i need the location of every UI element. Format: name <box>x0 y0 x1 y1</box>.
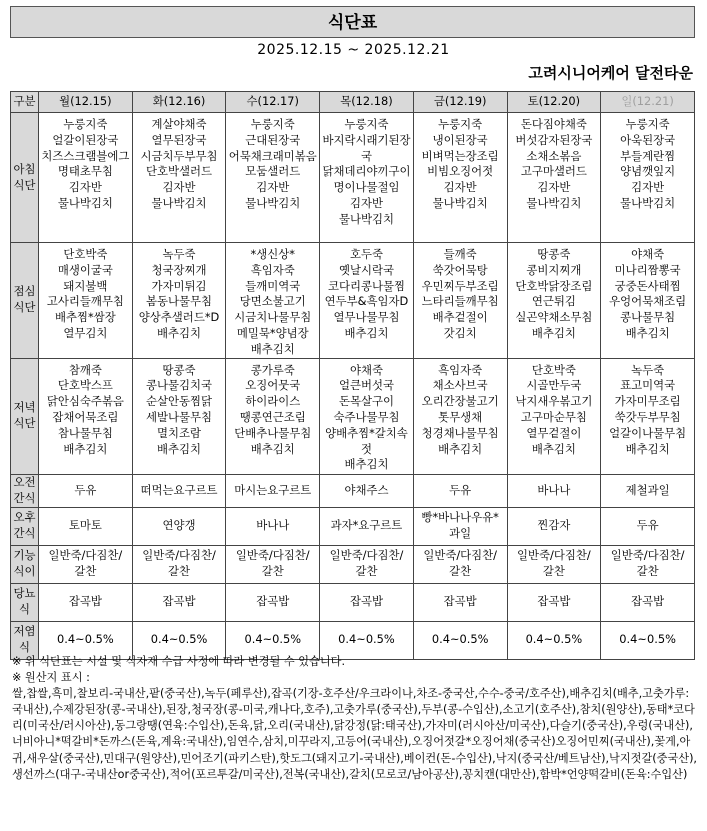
row-label-afternoon-snack <box>11 507 39 545</box>
menu-items: 일반죽/다짐찬/ 갈찬 <box>235 548 310 579</box>
menu-cell-morning-snack-mon <box>39 474 133 507</box>
menu-items: 누룽지죽 바지락시래기된장국 닭채데리야끼구이 명이나물절임 김자반 물나박김치 <box>322 117 411 226</box>
menu-items: 일반죽/다짐찬/ 갈찬 <box>142 548 216 579</box>
row-label-text: 당뇨 식 <box>13 586 36 617</box>
menu-cell-lunch-fri <box>413 243 507 359</box>
row-label-diabetic-diet <box>11 583 39 621</box>
menu-items: 일반죽/다짐찬/ 갈찬 <box>517 548 591 579</box>
row-breakfast <box>11 113 695 243</box>
table-header-row <box>11 92 695 113</box>
menu-items: 0.4~0.5% <box>431 632 489 647</box>
menu-items: 0.4~0.5% <box>525 632 583 647</box>
menu-cell-functional-diet-sat <box>507 545 601 583</box>
menu-items: 떠먹는요구르트 <box>140 482 218 497</box>
menu-cell-diabetic-diet-sat <box>507 583 601 621</box>
menu-cell-functional-diet-wed <box>226 545 320 583</box>
menu-items: 누룽지죽 아욱된장국 부들계란찜 양념깻잎지 김자반 물나박김치 <box>620 117 676 210</box>
menu-cell-morning-snack-tue <box>132 474 226 507</box>
day-header-thu: 목(12.18) <box>320 92 414 113</box>
row-lunch <box>11 243 695 359</box>
menu-items: *생신상* 흑임자죽 들깨미역국 당면소불고기 시금치나물무침 메밀묵*양념장 배추김치 <box>234 247 312 356</box>
menu-items: 잡곡밥 <box>537 594 571 609</box>
row-label-dinner <box>11 358 39 474</box>
menu-cell-lunch-thu <box>320 243 414 359</box>
menu-items: 잡곡밥 <box>631 594 665 609</box>
menu-cell-morning-snack-thu <box>320 474 414 507</box>
menu-cell-functional-diet-fri <box>413 545 507 583</box>
menu-items: 땅콩죽 콩비지찌개 단호박닭장조림 연근튀김 실곤약채소무침 배추김치 <box>515 247 593 340</box>
menu-items: 녹두죽 청국장찌개 가자미튀김 봄동나물무침 양상추샐러드*D 배추김치 <box>138 247 220 340</box>
menu-cell-lunch-sun <box>601 243 695 359</box>
origin-details: 쌀,찹쌀,흑미,찰보리-국내산,팥(중국산),녹두(페루산),잡곡(기장-호주산/우크라이나,차조-중국산,수수-중국/호주산),배추김치(배추,고춧가루:국내산),수제강된장(콩-국내산),된장,청국장(콩-미국,캐나다,호주),고춧가루(중국산),두부(콩-수입산),소고기(호주산),참치(원양산),동태*코다리(미국산/러시아산),동그랑땡(연육:수입산),돈육,닭,오리(국내산),닭강정(닭:태국산),가자미(러시아산/미국산),다슬기(중국산),우렁(국내산),너비아니*떡갈비*돈까스(돈육,계육:국내산),임연수,삼치,미꾸라지,고등어(국내산),오징어젓갈*오징어채(중국산)오징어민찌(국내산),꽃게,아귀,새우살(중국산),민대구(원양산),민어조기(파키스탄),핫도그(돼지고기-국내산),베이컨(돈-수입산),낙지(중국산/베트남산),낙지젓갈(중국산),생선까스(대구-국내산or중국산),적어(포르투갈/미국산),전복(국내산),갈치(모로코/남아공산),꽁치캔(대만산),함박*언양떡갈비(돈육:수입산) <box>12 687 697 781</box>
day-header-sun: 일(12.21) <box>601 92 695 113</box>
row-label-text: 오전 간식 <box>13 474 36 505</box>
menu-items: 야채죽 얼큰버섯국 돈목살구이 숙주나물무침 양배추찜*갈치속젓 배추김치 <box>325 362 408 472</box>
menu-cell-functional-diet-tue <box>132 545 226 583</box>
row-label-text: 아침 식단 <box>13 161 36 192</box>
menu-items: 0.4~0.5% <box>57 632 114 647</box>
menu-items: 녹두죽 표고미역국 가자미무조림 쑥갓두부무침 얼갈이나물무침 배추김치 <box>609 362 687 456</box>
date-range: 2025.12.15 ~ 2025.12.21 <box>257 42 450 58</box>
menu-items: 누룽지죽 근대된장국 어묵채크래미볶음 모둠샐러드 김자반 물나박김치 <box>228 117 317 210</box>
menu-cell-morning-snack-fri <box>413 474 507 507</box>
menu-items: 일반죽/다짐찬/ 갈찬 <box>423 548 498 579</box>
menu-items: 참깨죽 단호박스프 닭안심숙주볶음 잡채어묵조림 참나물무침 배추김치 <box>46 362 124 456</box>
day-header-sat: 토(12.20) <box>507 92 601 113</box>
menu-items: 0.4~0.5% <box>244 632 302 647</box>
menu-cell-functional-diet-thu <box>320 545 414 583</box>
menu-items: 콩가루죽 오징어뭇국 하이라이스 땡콩연근조림 단배추나물무침 배추김치 <box>234 362 312 456</box>
menu-cell-dinner-wed <box>226 358 320 474</box>
menu-items: 0.4~0.5% <box>338 632 395 647</box>
row-diabetic-diet <box>11 583 695 621</box>
row-morning-snack <box>11 474 695 507</box>
menu-cell-afternoon-snack-wed <box>226 507 320 545</box>
menu-cell-diabetic-diet-wed <box>226 583 320 621</box>
menu-cell-lunch-tue <box>132 243 226 359</box>
menu-items: 땅콩죽 콩나물김치국 순살안동찜닭 세발나물무침 멸치조람 배추김치 <box>146 362 213 456</box>
row-label-morning-snack <box>11 474 39 507</box>
menu-title: 식단표 <box>10 6 695 38</box>
organization-name: 고려시니어케어 달전타운 <box>528 64 693 82</box>
day-header-fri: 금(12.19) <box>413 92 507 113</box>
day-header-mon: 월(12.15) <box>39 92 133 113</box>
menu-items: 잡곡밥 <box>349 594 383 609</box>
menu-cell-breakfast-tue <box>132 113 226 243</box>
menu-cell-dinner-mon <box>39 358 133 474</box>
menu-cell-lunch-wed <box>226 243 320 359</box>
row-afternoon-snack <box>11 507 695 545</box>
menu-cell-breakfast-fri <box>413 113 507 243</box>
row-dinner <box>11 358 695 474</box>
menu-items: 흑임자죽 채소사브국 오리간장불고기 톳무생채 청경채나물무침 배추김치 <box>421 362 499 456</box>
menu-cell-breakfast-wed <box>226 113 320 243</box>
menu-items: 0.4~0.5% <box>150 632 208 647</box>
menu-items: 들깨죽 쑥갓어묵탕 우민찌두부조림 느타리들깨무침 배추겉절이 갓김치 <box>421 247 499 340</box>
menu-cell-diabetic-diet-mon <box>39 583 133 621</box>
menu-cell-afternoon-snack-fri <box>413 507 507 545</box>
menu-items: 연양갱 <box>162 518 196 533</box>
menu-cell-dinner-sat <box>507 358 601 474</box>
row-label-text: 오후 간식 <box>13 510 36 541</box>
menu-items: 바나나 <box>537 482 571 497</box>
menu-cell-morning-snack-sat <box>507 474 601 507</box>
menu-cell-diabetic-diet-tue <box>132 583 226 621</box>
menu-items: 야채주스 <box>344 482 389 497</box>
menu-items: 빵*바나나우유* 과일 <box>421 510 499 541</box>
day-header-wed: 수(12.17) <box>226 92 320 113</box>
menu-cell-morning-snack-sun <box>601 474 695 507</box>
header-corner: 구분 <box>11 92 39 113</box>
menu-cell-morning-snack-wed <box>226 474 320 507</box>
menu-items: 일반죽/다짐찬/ 갈찬 <box>610 548 685 579</box>
menu-items: 잡곡밥 <box>256 594 290 609</box>
menu-cell-afternoon-snack-sat <box>507 507 601 545</box>
menu-items: 찐감자 <box>537 518 571 533</box>
menu-items: 두유 <box>636 518 659 533</box>
menu-items: 일반죽/다짐찬/ 갈찬 <box>329 548 404 579</box>
row-label-functional-diet <box>11 545 39 583</box>
menu-items: 누룽지죽 냉이된장국 비벼먹는장조림 비빔오징어젓 김자반 물나박김치 <box>421 117 499 210</box>
menu-items: 계살야채죽 열무된장국 시금치두부무침 단호박샐러드 김자반 물나박김치 <box>140 117 218 210</box>
menu-cell-functional-diet-mon <box>39 545 133 583</box>
menu-items: 제철과일 <box>625 482 670 497</box>
row-functional-diet <box>11 545 695 583</box>
menu-cell-diabetic-diet-thu <box>320 583 414 621</box>
menu-cell-breakfast-sun <box>601 113 695 243</box>
row-label-text: 저녁 식단 <box>13 400 36 431</box>
menu-cell-afternoon-snack-tue <box>132 507 226 545</box>
menu-cell-lunch-sat <box>507 243 601 359</box>
menu-items: 잡곡밥 <box>68 594 102 609</box>
menu-cell-functional-diet-sun <box>601 545 695 583</box>
menu-items: 과자*요구르트 <box>330 518 403 533</box>
weekly-menu-table <box>10 91 695 660</box>
row-label-breakfast <box>11 113 39 243</box>
menu-cell-afternoon-snack-mon <box>39 507 133 545</box>
row-label-lunch <box>11 243 39 359</box>
row-label-text: 저염 식 <box>13 624 36 655</box>
menu-items: 누룽지죽 얼갈이된장국 치즈스크램블에그 명태초무침 김자반 물나박김치 <box>41 117 130 210</box>
origin-heading: ※ 원산지 표시 : <box>12 671 90 685</box>
menu-cell-afternoon-snack-thu <box>320 507 414 545</box>
menu-cell-breakfast-thu <box>320 113 414 243</box>
menu-items: 잡곡밥 <box>443 594 477 609</box>
day-header-tue: 화(12.16) <box>132 92 226 113</box>
row-label-text: 점심 식단 <box>13 284 36 315</box>
menu-items: 바나나 <box>256 518 290 533</box>
menu-items: 단호박죽 매생이굴국 돼지불백 고사리들깨무침 배추찜*쌈장 열무김치 <box>46 247 124 340</box>
menu-items: 두유 <box>449 482 472 497</box>
menu-items: 야채죽 미나리짬뽕국 궁중돈사태찜 우엉어묵채조림 콩나물무침 배추김치 <box>609 247 687 340</box>
menu-items: 0.4~0.5% <box>619 632 676 647</box>
menu-cell-dinner-thu <box>320 358 414 474</box>
menu-items: 호두죽 옛날시락국 코다리콩나물찜 연두부&흑임자D 열무나물무침 배추김치 <box>324 247 409 340</box>
menu-items: 토마토 <box>68 518 102 533</box>
menu-items: 일반죽/다짐찬/ 갈찬 <box>48 548 123 579</box>
menu-cell-afternoon-snack-sun <box>601 507 695 545</box>
menu-items: 마시는요구르트 <box>234 482 312 497</box>
menu-items: 잡곡밥 <box>162 594 196 609</box>
menu-items: 두유 <box>74 482 97 497</box>
menu-cell-dinner-sun <box>601 358 695 474</box>
menu-items: 단호박죽 시골만두국 낙지새우볶고기 고구마순무침 열무겉절이 배추김치 <box>515 362 593 456</box>
notes <box>12 654 697 783</box>
menu-cell-dinner-tue <box>132 358 226 474</box>
menu-cell-lunch-mon <box>39 243 133 359</box>
menu-cell-breakfast-mon <box>39 113 133 243</box>
change-notice: ※ 위 식단표는 시설 및 식자재 수급 사정에 따라 변경될 수 있습니다. <box>12 655 346 668</box>
menu-cell-diabetic-diet-fri <box>413 583 507 621</box>
menu-items: 돈다짐야채죽 버섯감자된장국 소채소볶음 고구마샐러드 김자반 물나박김치 <box>515 117 593 210</box>
row-label-text: 기능 식이 <box>13 548 36 579</box>
menu-cell-breakfast-sat <box>507 113 601 243</box>
menu-cell-dinner-fri <box>413 358 507 474</box>
menu-cell-diabetic-diet-sun <box>601 583 695 621</box>
